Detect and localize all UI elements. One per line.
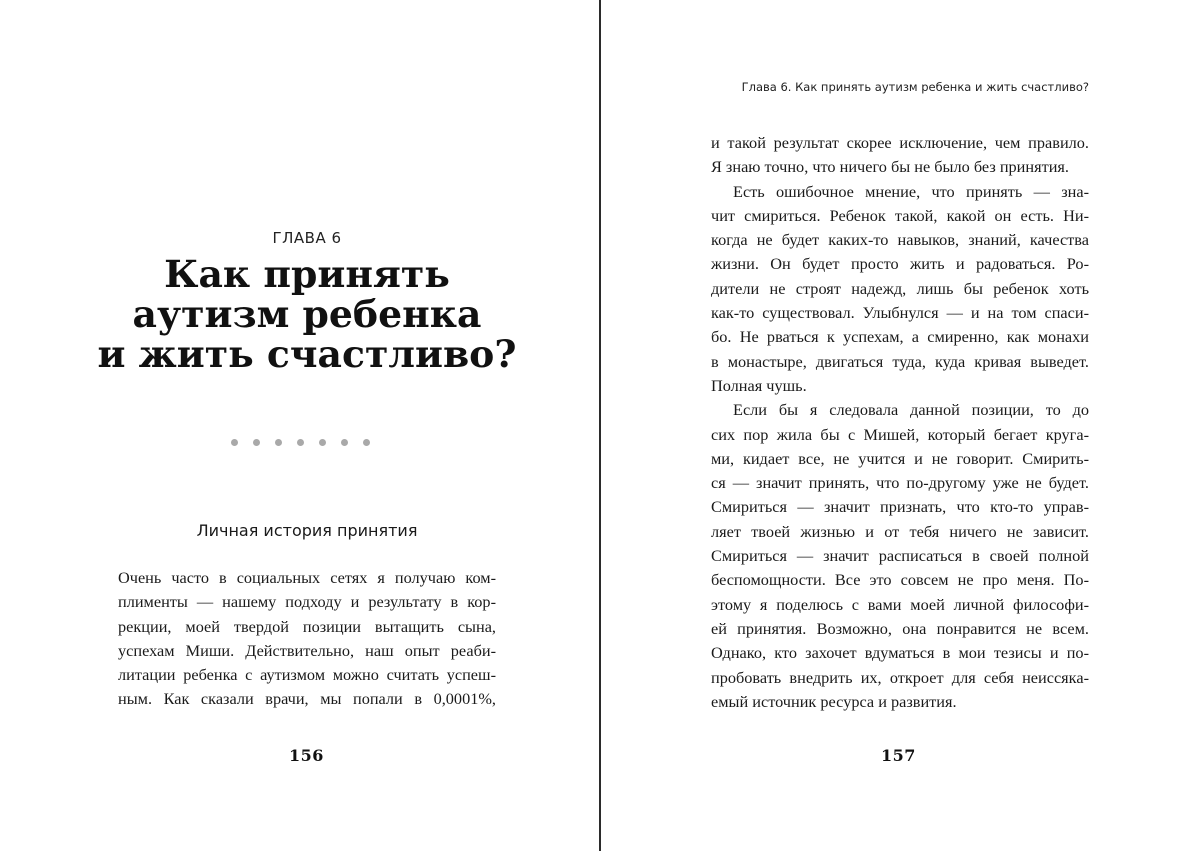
text-line: успехам Миши. Действительно, наш опыт реаби-: [118, 640, 496, 660]
left-page: [0, 0, 599, 851]
chapter-label: ГЛАВА 6: [272, 229, 342, 247]
text-line: пробовать внедрить их, откроет для себя неиссяка-: [711, 667, 1089, 687]
ornament-dot: [363, 439, 370, 446]
text-line: ся — значит принять, что по-другому уже не будет.: [711, 473, 1089, 493]
ornament-dot: [297, 439, 304, 446]
text-line: ным. Как сказали врачи, мы попали в 0,0001%,: [118, 689, 496, 709]
text-line: когда не будет каких-то навыков, знаний, качества: [711, 230, 1089, 250]
left-body-text: [118, 566, 496, 712]
text-line: Есть ошибочное мнение, что принять — зна-: [733, 181, 1089, 201]
text-line: плименты — нашему подходу и результату в кор-: [118, 592, 496, 612]
text-line: ляет твоей жизнью и от тебя ничего не зависит.: [711, 521, 1089, 541]
text-line: в монастыре, двигаться туда, куда кривая выведет.: [711, 351, 1089, 371]
text-line: бо. Не рваться к успехам, а смиренно, как монахи: [711, 327, 1089, 347]
right-body-text: [711, 131, 1089, 714]
text-line: беспомощности. Все это совсем не про меня. По-: [711, 570, 1089, 590]
chapter-title-line: и жить счастливо?: [97, 332, 517, 376]
text-line: Я знаю точно, что ничего бы не было без принятия.: [711, 157, 1069, 177]
text-line: емый источник ресурса и развития.: [711, 691, 957, 711]
ornament-dot: [319, 439, 326, 446]
text-line: Смириться — значит расписаться в своей полной: [711, 546, 1089, 566]
ornament-dot: [231, 439, 238, 446]
text-line: ей принятия. Возможно, она понравится не всем.: [711, 618, 1089, 638]
chapter-title: [96, 254, 518, 374]
text-line: Полная чушь.: [711, 375, 807, 395]
ornament-dots: [231, 439, 370, 449]
text-line: рекции, моей твердой позиции вытащить сына,: [118, 616, 496, 636]
text-line: чит смириться. Ребенок такой, какой он есть. Ни-: [711, 205, 1089, 225]
text-line: Очень часто в социальных сетях я получаю ком-: [118, 568, 496, 587]
text-line: Если бы я следовала данной позиции, то до: [733, 400, 1089, 420]
text-line: как-то существовал. Улыбнулся — и на том спаси-: [711, 303, 1089, 323]
text-line: дители не строят надежд, лишь бы ребенок хоть: [711, 278, 1089, 298]
right-page: [601, 0, 1200, 851]
page-number: 156: [289, 746, 324, 765]
chapter-title-line: аутизм ребенка: [132, 292, 482, 336]
section-heading: Личная история принятия: [196, 521, 418, 540]
text-line: литации ребенка с аутизмом можно считать успеш-: [118, 665, 496, 685]
text-line: этому я поделюсь с вами моей личной философи-: [711, 594, 1089, 614]
text-line: жизни. Он будет просто жить и радоваться. Ро-: [711, 254, 1089, 274]
text-line: сих пор жила бы с Мишей, который бегает круга-: [711, 424, 1089, 444]
text-line: и такой результат скорее исключение, чем правило.: [711, 133, 1089, 152]
ornament-dot: [341, 439, 348, 446]
chapter-title-line: Как принять: [164, 252, 450, 296]
running-head: Глава 6. Как принять аутизм ребенка и жить счастливо?: [741, 80, 1089, 94]
ornament-dot: [253, 439, 260, 446]
text-line: Смириться — значит признать, что кто-то управ-: [711, 497, 1089, 517]
page-number: 157: [881, 746, 916, 765]
text-line: Однако, кто захочет вдуматься в мои тезисы и по-: [711, 643, 1089, 663]
text-line: ми, кидает все, не учится и не говорит. Смирить-: [711, 448, 1089, 468]
ornament-dot: [275, 439, 282, 446]
